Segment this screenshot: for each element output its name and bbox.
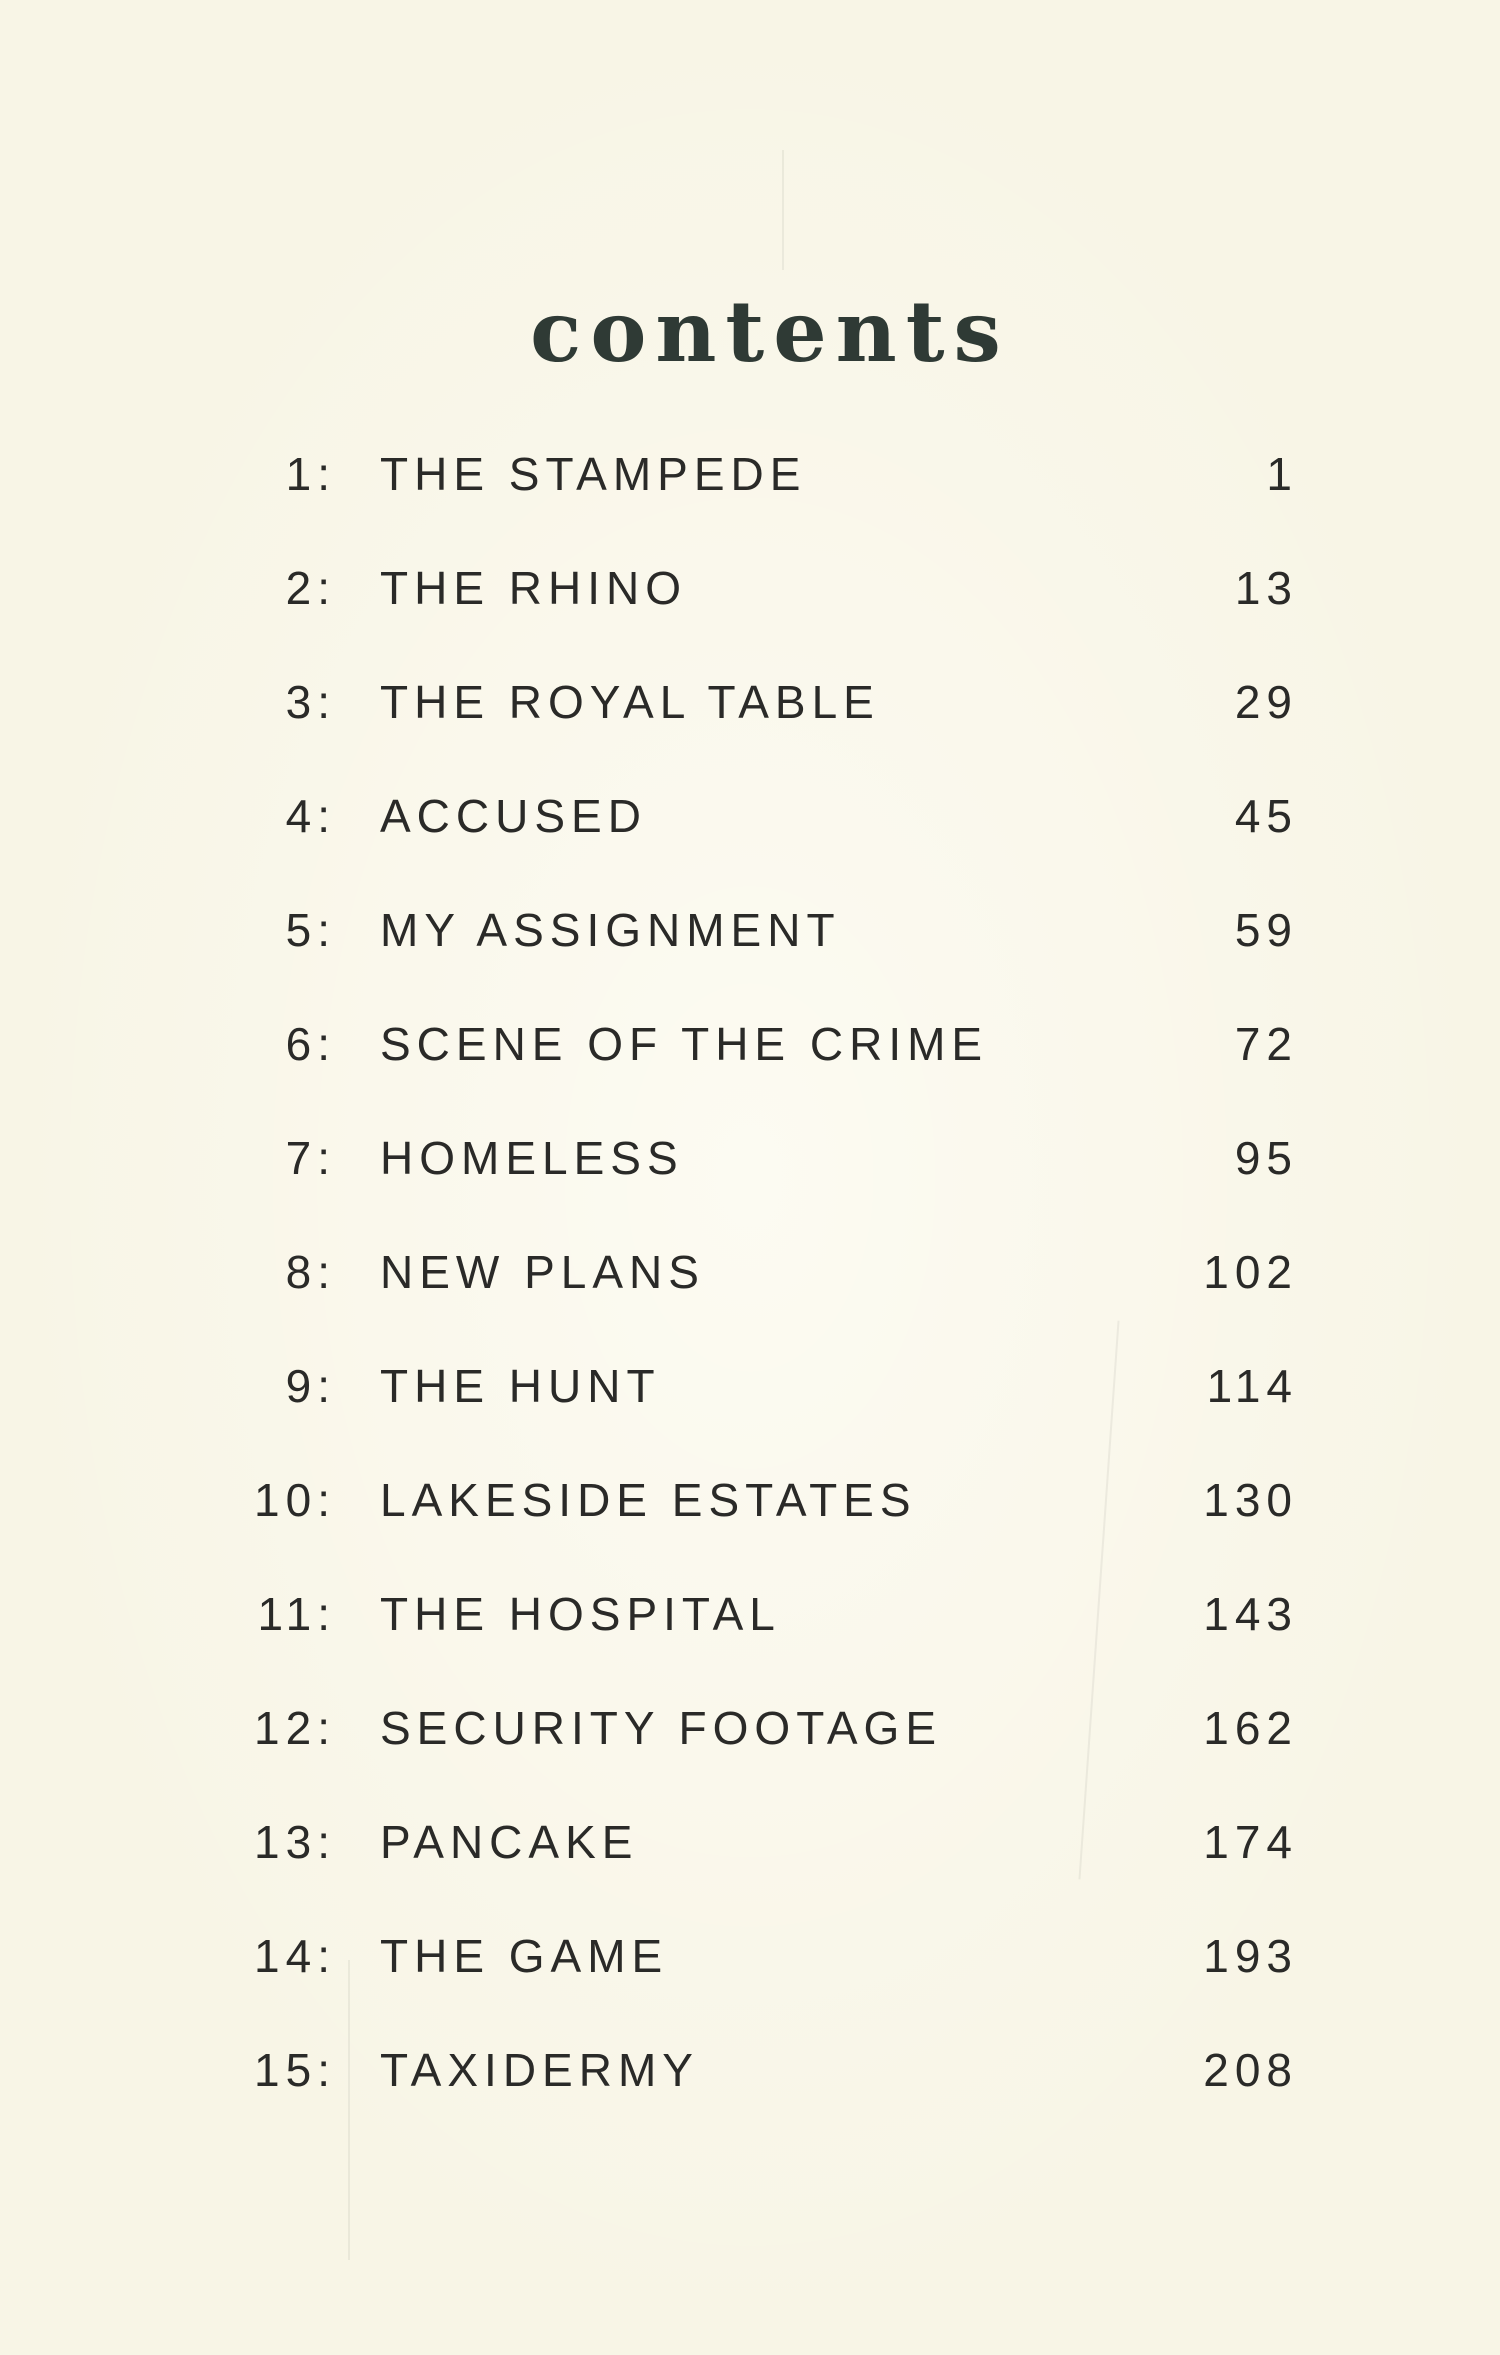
toc-entry bbox=[0, 1802, 1500, 1882]
page-number: 102 bbox=[1203, 1246, 1298, 1298]
chapter-title: PANCAKE bbox=[380, 1816, 639, 1868]
toc-entry bbox=[0, 890, 1500, 970]
chapter-title: HOMELESS bbox=[380, 1132, 684, 1184]
chapter-number: 12: bbox=[254, 1702, 336, 1754]
chapter-number: 5: bbox=[285, 904, 336, 956]
chapter-number: 15: bbox=[254, 2044, 336, 2096]
toc-entry bbox=[0, 776, 1500, 856]
page-number: 95 bbox=[1234, 1132, 1298, 1184]
toc-entry bbox=[0, 1916, 1500, 1996]
page-number: 72 bbox=[1234, 1018, 1298, 1070]
chapter-number: 14: bbox=[254, 1930, 336, 1982]
chapter-title: SCENE OF THE CRIME bbox=[380, 1018, 989, 1070]
chapter-title: THE GAME bbox=[380, 1930, 669, 1982]
page-number: 13 bbox=[1234, 562, 1298, 614]
page-number: 143 bbox=[1203, 1588, 1298, 1640]
page-number: 130 bbox=[1203, 1474, 1298, 1526]
page-number: 59 bbox=[1234, 904, 1298, 956]
chapter-title: THE HUNT bbox=[380, 1360, 661, 1412]
chapter-title: THE RHINO bbox=[380, 562, 687, 614]
chapter-number: 9: bbox=[285, 1360, 336, 1412]
toc-entry bbox=[0, 662, 1500, 742]
chapter-number: 11: bbox=[257, 1588, 336, 1640]
toc-entry bbox=[0, 1688, 1500, 1768]
contents-heading: contents bbox=[530, 282, 1010, 381]
chapter-title: THE ROYAL TABLE bbox=[380, 676, 880, 728]
chapter-number: 13: bbox=[254, 1816, 336, 1868]
toc-entry bbox=[0, 2030, 1500, 2110]
chapter-number: 3: bbox=[285, 676, 336, 728]
page-number: 114 bbox=[1206, 1360, 1298, 1412]
toc-entry bbox=[0, 1004, 1500, 1084]
page-number: 162 bbox=[1203, 1702, 1298, 1754]
toc-entry bbox=[0, 1118, 1500, 1198]
chapter-title: NEW PLANS bbox=[380, 1246, 705, 1298]
chapter-title: MY ASSIGNMENT bbox=[380, 904, 841, 956]
chapter-title: ACCUSED bbox=[380, 790, 647, 842]
page-number: 29 bbox=[1234, 676, 1298, 728]
page-number: 174 bbox=[1203, 1816, 1298, 1868]
chapter-title: LAKESIDE ESTATES bbox=[380, 1474, 917, 1526]
toc-entry bbox=[0, 434, 1500, 514]
toc-entry bbox=[0, 1460, 1500, 1540]
chapter-number: 8: bbox=[285, 1246, 336, 1298]
page-number: 208 bbox=[1203, 2044, 1298, 2096]
chapter-title: TAXIDERMY bbox=[380, 2044, 699, 2096]
page-number: 193 bbox=[1203, 1930, 1298, 1982]
chapter-number: 7: bbox=[285, 1132, 336, 1184]
chapter-number: 10: bbox=[254, 1474, 336, 1526]
chapter-number: 6: bbox=[285, 1018, 336, 1070]
toc-entry bbox=[0, 1232, 1500, 1312]
chapter-title: SECURITY FOOTAGE bbox=[380, 1702, 943, 1754]
chapter-number: 2: bbox=[285, 562, 336, 614]
toc-entry bbox=[0, 1574, 1500, 1654]
page-number: 1 bbox=[1266, 448, 1298, 500]
chapter-title: THE STAMPEDE bbox=[380, 448, 807, 500]
chapter-number: 4: bbox=[285, 790, 336, 842]
toc-entry bbox=[0, 548, 1500, 628]
chapter-title: THE HOSPITAL bbox=[380, 1588, 781, 1640]
chapter-number: 1: bbox=[285, 448, 336, 500]
page-number: 45 bbox=[1234, 790, 1298, 842]
toc-entry bbox=[0, 1346, 1500, 1426]
